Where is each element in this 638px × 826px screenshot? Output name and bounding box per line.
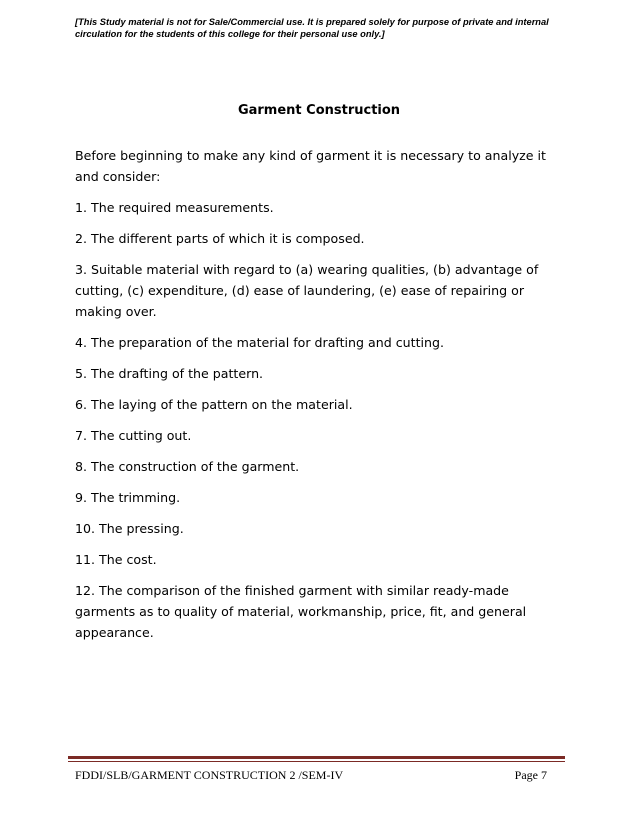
footer-divider-thick	[68, 756, 565, 759]
list-item: 5. The drafting of the pattern.	[75, 366, 264, 381]
page-title: Garment Construction	[237, 103, 401, 118]
list-item: 7. The cutting out.	[75, 428, 192, 443]
list-item: 2. The different parts of which it is composed.	[75, 231, 365, 246]
list-item: 6. The laying of the pattern on the material.	[75, 397, 353, 412]
list-item: 12. The comparison of the finished garment with similar ready-made garments as to quality of material, workmanship, price, fit, and general appearance.	[75, 583, 527, 640]
list-item: 9. The trimming.	[75, 490, 181, 505]
list-item: 8. The construction of the garment.	[75, 459, 300, 474]
list-item: 3. Suitable material with regard to (a) wearing qualities, (b) advantage of cutting, (c) expenditure, (d) ease of laundering, (e) ease of repairing or making over.	[75, 262, 539, 319]
disclaimer-header: [This Study material is not for Sale/Commercial use. It is prepared solely for purpose of private and internal circulation for the students of this college for their personal use only.]	[75, 17, 549, 39]
document-body	[75, 145, 570, 653]
footer-course-label: FDDI/SLB/GARMENT CONSTRUCTION 2 /SEM-IV	[75, 768, 344, 782]
list-item: 1. The required measurements.	[75, 200, 274, 215]
list-item: 4. The preparation of the material for drafting and cutting.	[75, 335, 444, 350]
footer-divider-thin	[68, 761, 565, 762]
list-item: 11. The cost.	[75, 552, 157, 567]
list-item: 10. The pressing.	[75, 521, 184, 536]
intro-paragraph: Before beginning to make any kind of garment it is necessary to analyze it and consider:	[75, 148, 546, 184]
page-number: Page 7	[514, 768, 547, 782]
